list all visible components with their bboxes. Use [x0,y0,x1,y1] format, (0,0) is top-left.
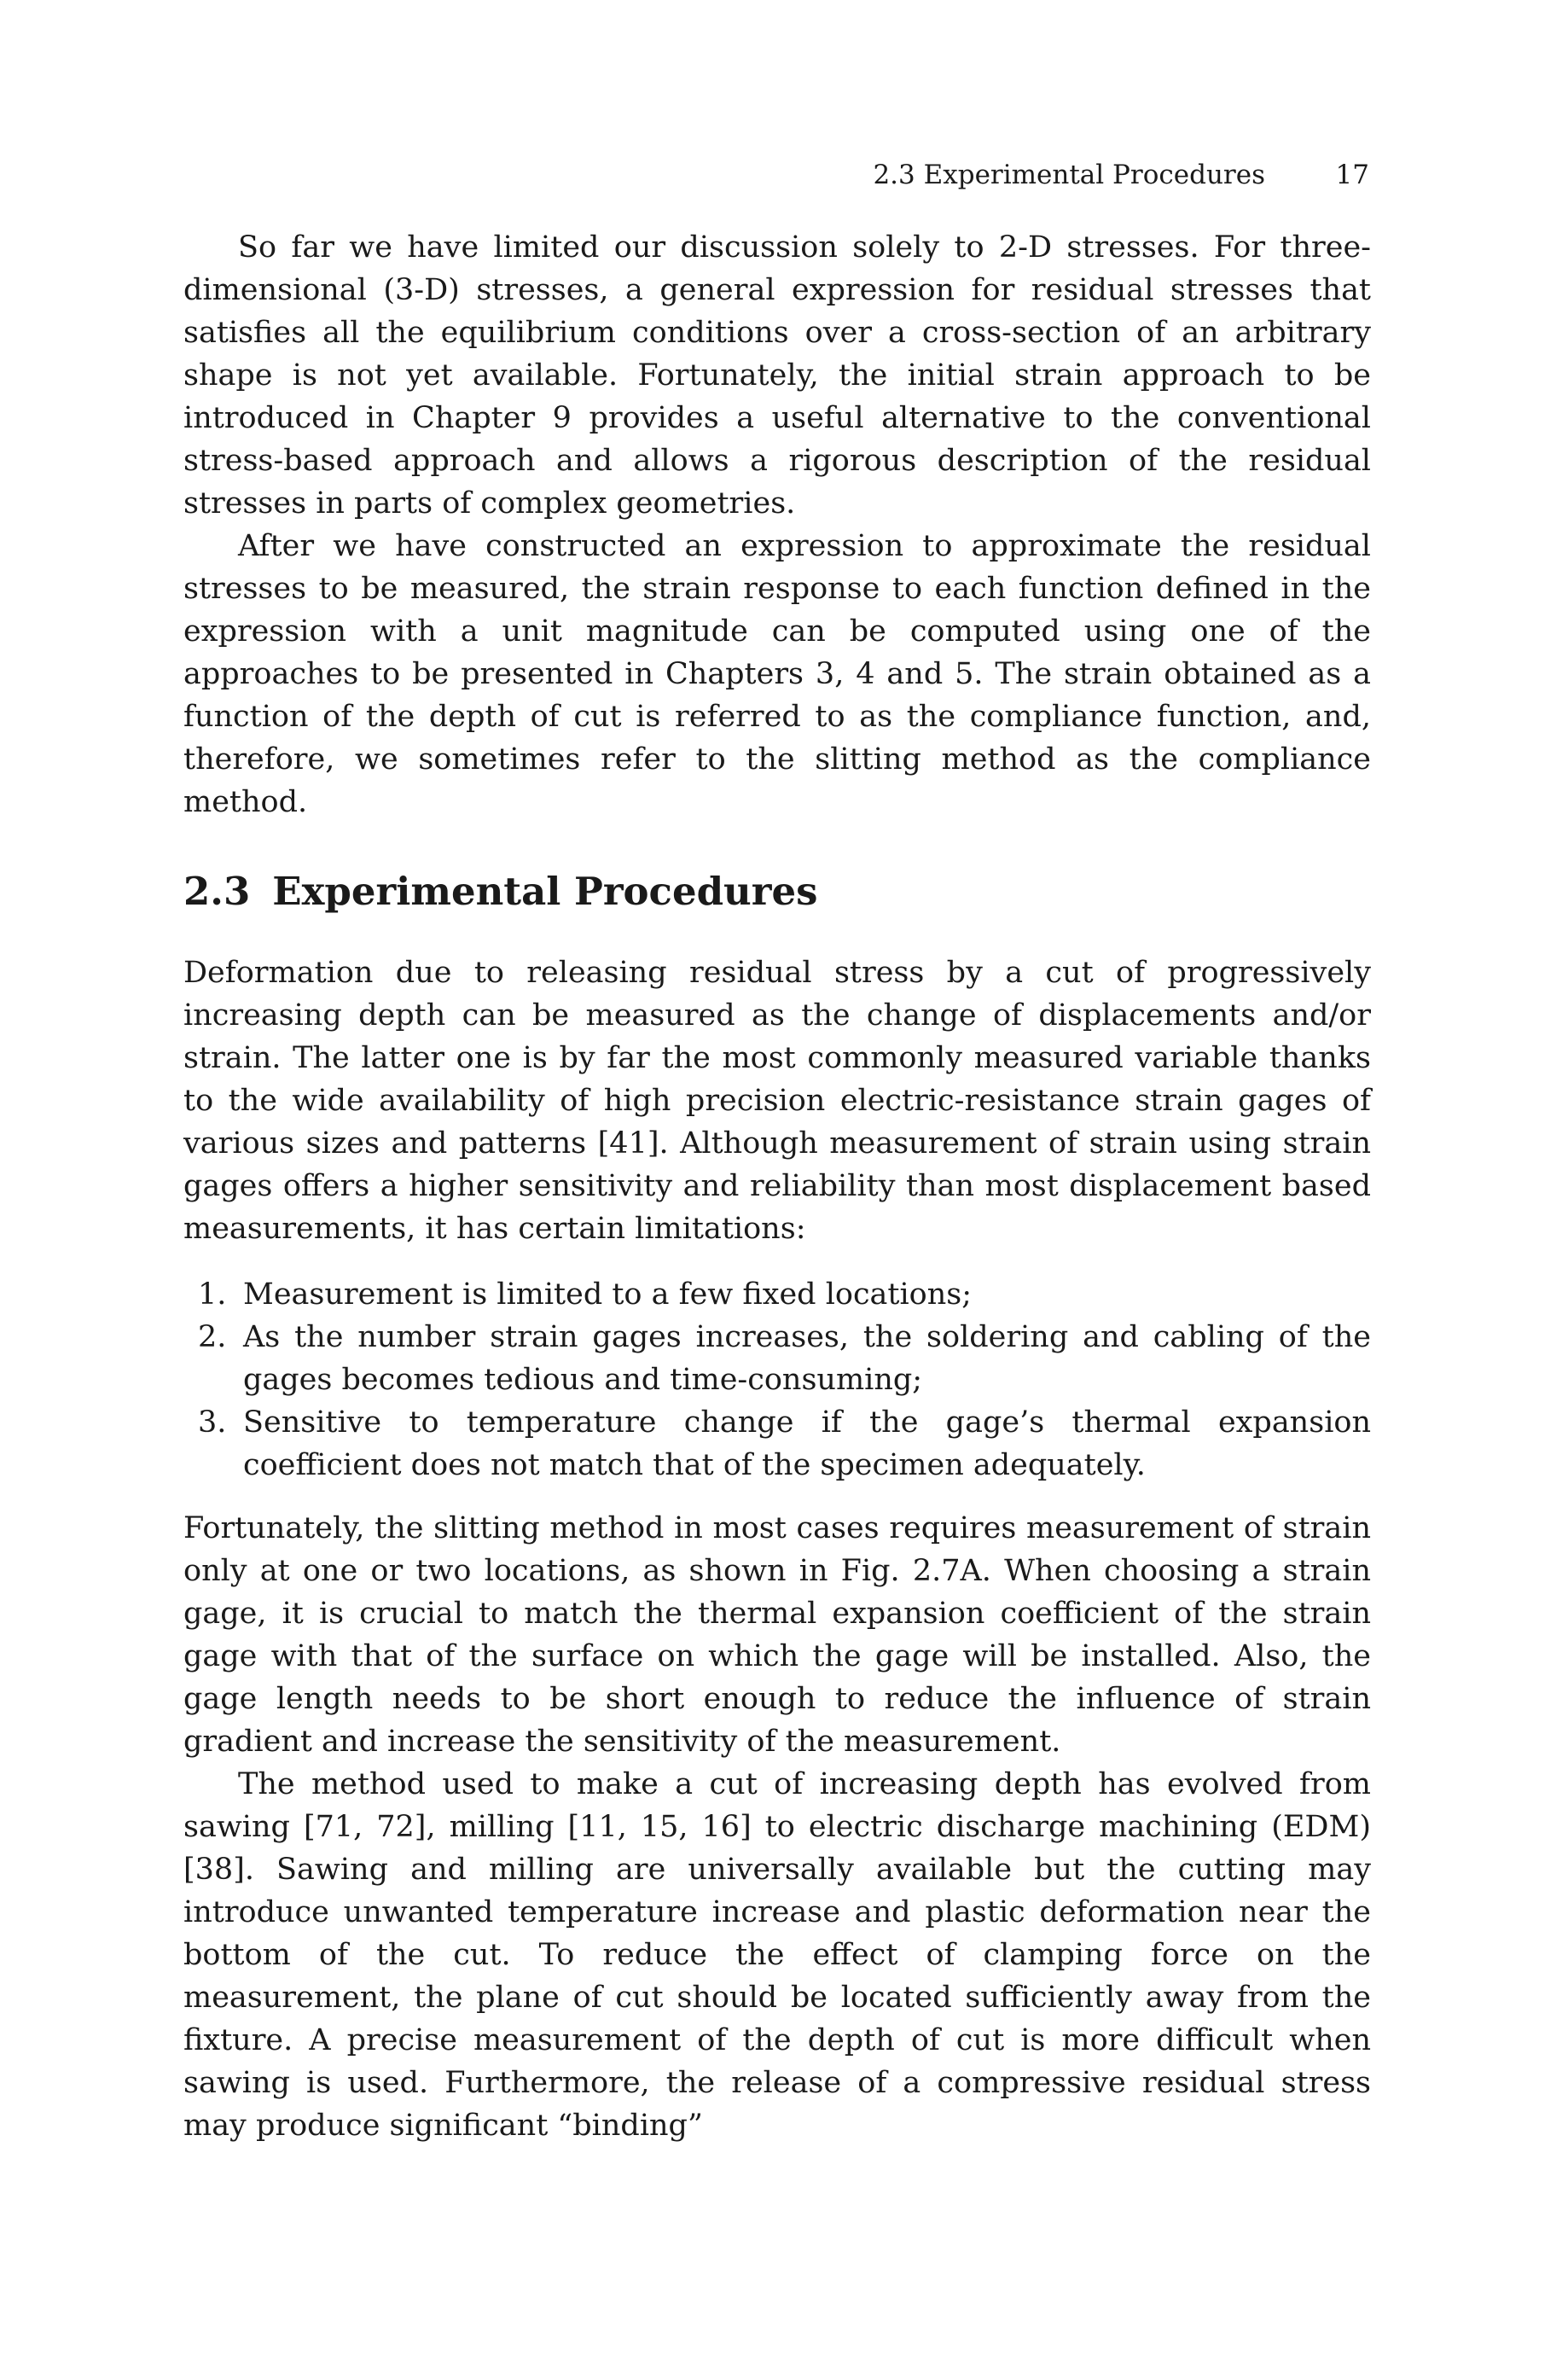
page-number: 17 [1335,160,1369,190]
paragraph-slitting-method: Fortunately, the slitting method in most cases requires measurement of strain only at one or two locations, as shown in Fig. 2.7A. When choosing a strain gage, it is crucial to match the thermal expansion coefficient of the strain gage with that of the surface on which the gage will be installed. Also, the gage length needs to be short enough to reduce the influence of strain gradient and increase the sensitivity of the measurement. [183,1511,1371,1759]
list-item [183,1273,1371,1316]
limitations-list [183,1273,1371,1487]
list-marker: 1. [198,1277,227,1312]
section-number: 2.3 [183,869,251,914]
section-title: Experimental Procedures [272,869,818,914]
intro-text-block [183,226,1371,823]
paragraph-cutting-method: The method used to make a cut of increasing depth has evolved from sawing [71, 72], milling [11, 15, 16] to electric discharge machining (EDM) [38]. Sawing and milling are universally available but the cutting may introduce unwanted temperature increase and plastic deformation near the bottom of the cut. To reduce the effect of clamping force on the measurement, the plane of cut should be located sufficiently away from the fixture. A precise measurement of the depth of cut is more difficult when sawing is used. Furthermore, the release of a compressive residual stress may produce significant “binding” [183,1767,1371,2143]
list-item [183,1401,1371,1487]
running-head [183,154,1369,196]
running-head-section: 2.3 Experimental Procedures [873,160,1265,190]
list-item-text: Sensitive to temperature change if the gage’s thermal expansion coefficient does not match that of the specimen adequately. [243,1405,1371,1482]
paragraph-compliance-function: After we have constructed an expression to approximate the residual stresses to be measured, the strain response to each function defined in the expression with a unit magnitude can be computed using one of the approaches to be presented in Chapters 3, 4 and 5. The strain obtained as a function of the depth of cut is referred to as the compliance function, and, therefore, we sometimes refer to the slitting method as the compliance method. [183,529,1371,819]
paragraph-2d-stresses: So far we have limited our discussion solely to 2-D stresses. For three-dimensional (3-D) stresses, a general expression for residual stresses that satisfies all the equilibrium conditions over a cross-section of an arbitrary shape is not yet available. Fortunately, the initial strain approach to be introduced in Chapter 9 provides a useful alternative to the conventional stress-based approach and allows a rigorous description of the residual stresses in parts of complex geometries. [183,230,1371,521]
list-item-text: Measurement is limited to a few fixed locations; [243,1277,973,1312]
paragraph-deformation: Deformation due to releasing residual stress by a cut of progressively increasing depth can be measured as the change of displacements and/or strain. The latter one is by far the most commonly measured variable thanks to the wide availability of high precision electric-resistance strain gages of various sizes and patterns [41]. Although measurement of strain using strain gages offers a higher sensitivity and reliability than most displacement based measurements, it has certain limitations: [183,956,1371,1246]
section-text-block [183,951,1371,2147]
section-heading [183,862,817,922]
list-item [183,1316,1371,1401]
list-item-text: As the number strain gages increases, the soldering and cabling of the gages becomes tedious and time-consuming; [243,1320,1371,1397]
list-marker: 3. [198,1405,227,1440]
list-marker: 2. [198,1320,227,1354]
